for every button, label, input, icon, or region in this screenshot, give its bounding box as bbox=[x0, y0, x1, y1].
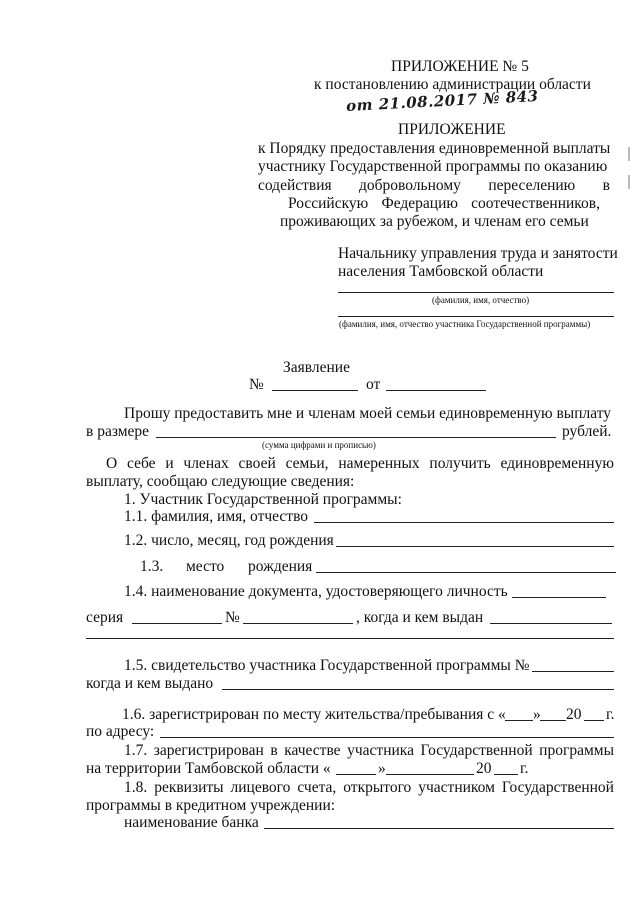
word: переселению bbox=[488, 177, 576, 194]
word: зарегистрирован bbox=[153, 742, 264, 759]
appendix2-line bbox=[288, 195, 600, 213]
issued-by-label: когда и кем выдано bbox=[86, 675, 214, 692]
birth-place-blank[interactable] bbox=[316, 572, 616, 573]
appendix-title: ПРИЛОЖЕНИЕ № 5 bbox=[391, 58, 529, 75]
scan-mark bbox=[628, 175, 630, 189]
appendix2-title: ПРИЛОЖЕНИЕ bbox=[398, 121, 506, 138]
statement-title: Заявление bbox=[283, 359, 350, 376]
issued-label: , когда и кем выдан bbox=[356, 609, 484, 626]
series-label: серия bbox=[86, 609, 124, 626]
address-label: по адресу: bbox=[86, 723, 155, 740]
appendix2-line: проживающих за рубежом, и членам его семьи bbox=[280, 213, 589, 230]
word: намеренных bbox=[338, 455, 420, 472]
statement-number-blank[interactable] bbox=[272, 390, 358, 391]
word: счета, bbox=[297, 779, 337, 796]
word: 1.7. bbox=[124, 742, 148, 759]
doc-number-blank[interactable] bbox=[243, 623, 353, 624]
word: единовременную bbox=[500, 455, 614, 472]
section-title: 1. Участник Государственной программы: bbox=[124, 491, 402, 508]
word: открытого bbox=[343, 779, 412, 796]
bank-label: наименование банка bbox=[124, 814, 259, 831]
quote-close: » bbox=[378, 760, 386, 777]
item-1-8-line bbox=[124, 779, 614, 797]
word: семьи, bbox=[285, 455, 329, 472]
item-1-3-word: рождения bbox=[248, 558, 313, 575]
reg-day-blank[interactable] bbox=[505, 720, 533, 721]
word: 1.8. bbox=[124, 779, 148, 796]
address-blank[interactable] bbox=[160, 737, 614, 738]
word: качестве bbox=[284, 742, 341, 759]
issued-continuation-blank[interactable] bbox=[86, 638, 614, 639]
reg-month-blank[interactable] bbox=[540, 720, 566, 721]
participant-reg-day-blank[interactable] bbox=[336, 774, 376, 775]
participant-reg-month-blank[interactable] bbox=[386, 774, 474, 775]
statement-number-label: № bbox=[249, 376, 264, 393]
item-1-1-label: 1.1. фамилия, имя, отчество bbox=[124, 508, 309, 525]
year-prefix: 20 bbox=[566, 706, 582, 723]
about-line: выплату, сообщаю следующие сведения: bbox=[86, 473, 355, 490]
doc-number-label: № bbox=[225, 609, 240, 626]
name-caption: (фамилия, имя, отчество) bbox=[432, 295, 530, 305]
certificate-number-blank[interactable] bbox=[532, 671, 614, 672]
appendix2-line: участнику Государственной программы по оказанию bbox=[258, 158, 608, 175]
addressee-line: Начальнику управления труда и занятости bbox=[338, 245, 618, 262]
amount-blank[interactable] bbox=[156, 437, 556, 438]
word: лицевого bbox=[230, 779, 291, 796]
appendix-subtitle: к постановлению администрации области bbox=[314, 76, 591, 93]
quote-close: » bbox=[533, 706, 541, 723]
word: добровольному bbox=[359, 177, 461, 194]
item-1-3-word: место bbox=[186, 558, 225, 575]
word: в bbox=[602, 177, 610, 194]
id-document-blank[interactable] bbox=[512, 597, 606, 598]
item-1-4-label: 1.4. наименование документа, удостоверяющего личность bbox=[124, 583, 508, 600]
birth-date-blank[interactable] bbox=[336, 546, 614, 547]
item-1-7-line bbox=[124, 742, 614, 760]
name-blank[interactable] bbox=[338, 292, 614, 293]
handwritten-date-number: от 21.08.2017 № 843 bbox=[345, 86, 539, 116]
word: и bbox=[165, 455, 174, 472]
word: Российскую bbox=[288, 195, 369, 212]
appendix2-line: к Порядку предоставления единовременной выплаты bbox=[258, 140, 611, 157]
word: участником bbox=[418, 779, 495, 796]
series-blank[interactable] bbox=[132, 623, 222, 624]
item-1-5-label: 1.5. свидетельство участника Государственной программы № bbox=[124, 657, 530, 674]
word: соотечественников, bbox=[471, 195, 600, 212]
statement-date-blank[interactable] bbox=[386, 390, 486, 391]
participant-caption: (фамилия, имя, отчество участника Государственной программы) bbox=[339, 319, 591, 329]
word: Государственной bbox=[501, 779, 614, 796]
scan-mark bbox=[628, 147, 630, 161]
addressee-line: населения Тамбовской области bbox=[338, 263, 544, 280]
item-1-2-label: 1.2. число, месяц, год рождения bbox=[124, 532, 334, 549]
word: Федерацию bbox=[381, 195, 458, 212]
year-suffix: г. bbox=[606, 706, 615, 723]
word: содействия bbox=[258, 177, 332, 194]
about-line bbox=[106, 455, 614, 473]
item-1-6-label: 1.6. зарегистрирован по месту жительства/пребывания с « bbox=[122, 706, 506, 723]
bank-name-blank[interactable] bbox=[264, 828, 614, 829]
item-1-7-line: на территории Тамбовской области « bbox=[86, 760, 331, 777]
issued-blank[interactable] bbox=[490, 623, 612, 624]
appendix2-line bbox=[258, 177, 610, 195]
year-prefix: 20 bbox=[476, 760, 492, 777]
item-1-8-line: программы в кредитном учреждении: bbox=[86, 797, 336, 814]
item-1-3-number: 1.3. bbox=[140, 558, 164, 575]
word: себе bbox=[127, 455, 156, 472]
reg-year-blank[interactable] bbox=[584, 720, 604, 721]
word: членах bbox=[183, 455, 229, 472]
word: реквизиты bbox=[154, 779, 224, 796]
request-line: Прошу предоставить мне и членам моей семьи единовременную выплату bbox=[124, 405, 612, 422]
word: в bbox=[270, 742, 278, 759]
sum-caption: (сумма цифрами и прописью) bbox=[262, 440, 376, 450]
word: своей bbox=[238, 455, 276, 472]
statement-date-label: от bbox=[366, 376, 381, 393]
participant-reg-year-blank[interactable] bbox=[494, 774, 518, 775]
word: участника bbox=[347, 742, 414, 759]
word: программы bbox=[539, 742, 614, 759]
year-suffix: г. bbox=[520, 760, 529, 777]
word: Государственной bbox=[420, 742, 533, 759]
participant-name-blank[interactable] bbox=[338, 316, 614, 317]
amount-label: в размере bbox=[86, 423, 150, 440]
certificate-issued-blank[interactable] bbox=[222, 689, 614, 690]
word: получить bbox=[429, 455, 491, 472]
currency-label: рублей. bbox=[562, 423, 612, 440]
full-name-blank[interactable] bbox=[314, 522, 614, 523]
word: О bbox=[106, 455, 118, 472]
